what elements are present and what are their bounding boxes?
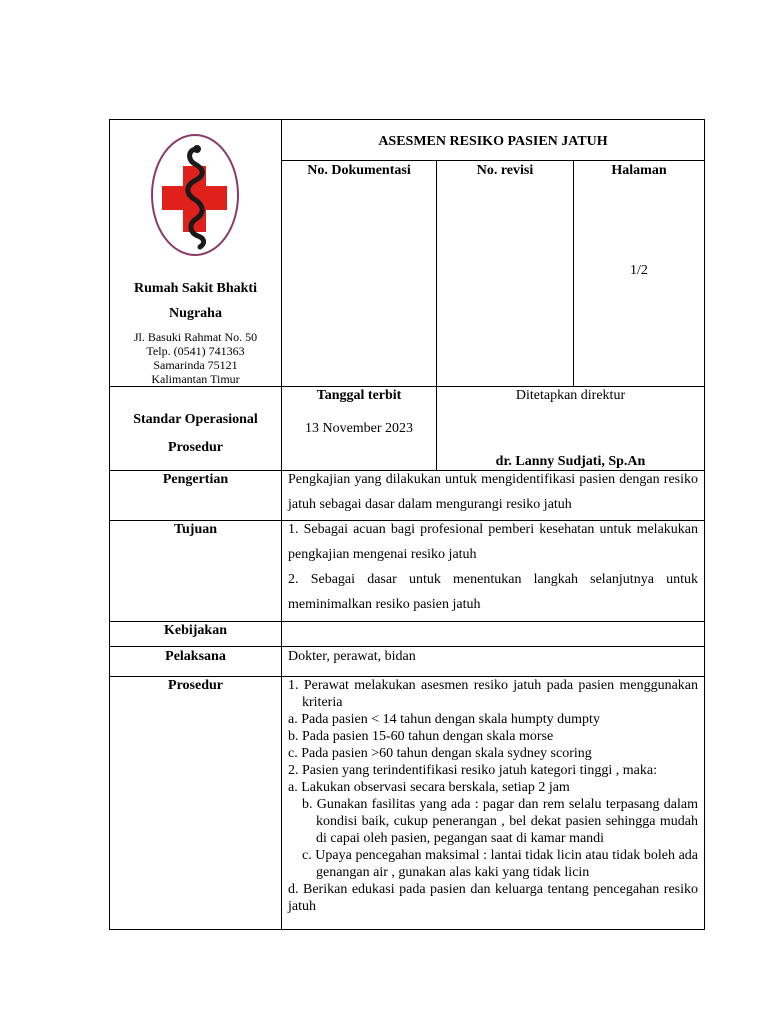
- pelaksana-label: Pelaksana: [165, 649, 226, 664]
- list-item: 2. Sebagai dasar untuk menentukan langkah selanjutnya untuk meminimalkan resiko pasien jatuh: [288, 572, 698, 612]
- list-item: b. Gunakan fasilitas yang ada : pagar dan rem selalu terpasang dalam kondisi baik, cukup penerangan , bel dekat pasien sehingga mudah di capai oleh pasien, pegangan saat di kamar mandi: [302, 797, 698, 846]
- prosedur-label: Prosedur: [168, 678, 223, 693]
- list-item: d. Berikan edukasi pada pasien dan keluarga tentang pencegahan resiko jatuh: [288, 882, 698, 914]
- list-item: c. Upaya pencegahan maksimal : lantai tidak licin atau tidak boleh ada genangan air , gunakan alas kaki yang tidak licin: [302, 848, 698, 880]
- tanggal-terbit-value: 13 November 2023: [304, 421, 414, 436]
- list-item: b. Pada pasien 15-60 tahun dengan skala morse: [288, 729, 554, 744]
- pelaksana-text: Dokter, perawat, bidan: [288, 649, 416, 664]
- tanggal-terbit-label: Tanggal terbit: [316, 388, 402, 403]
- document-title: ASESMEN RESIKO PASIEN JATUH: [378, 134, 608, 149]
- hospital-address: Jl. Basuki Rahmat No. 50 Telp. (0541) 741363 Samarinda 75121 Kalimantan Timur: [133, 330, 258, 386]
- direktur-name: dr. Lanny Sudjati, Sp.An: [495, 454, 646, 469]
- list-item: a. Lakukan observasi secara berskala, setiap 2 jam: [288, 780, 570, 795]
- tujuan-label: Tujuan: [173, 522, 218, 537]
- red-cross-serpent-icon: [150, 133, 240, 257]
- halaman-header: Halaman: [611, 163, 667, 178]
- hospital-logo: [150, 133, 240, 257]
- list-item: a. Pada pasien < 14 tahun dengan skala humpty dumpty: [288, 712, 600, 727]
- list-item: 2. Pasien yang terindentifikasi resiko jatuh kategori tinggi , maka:: [288, 763, 657, 778]
- halaman-value: 1/2: [630, 263, 648, 278]
- sop-label: Standar Operasional Prosedur: [133, 412, 258, 455]
- prosedur-list: [288, 677, 698, 915]
- list-item: 1. Sebagai acuan bagi profesional pemberi kesehatan untuk melakukan pengkajian mengenai resiko jatuh: [288, 522, 698, 562]
- ditetapkan-label: Ditetapkan direktur: [515, 388, 626, 403]
- no-dokumentasi-header: No. Dokumentasi: [307, 163, 411, 178]
- pengertian-label: Pengertian: [162, 472, 229, 487]
- list-item: 1. Perawat melakukan asesmen resiko jatuh pada pasien menggunakan kriteria: [288, 678, 698, 710]
- no-revisi-header: No. revisi: [476, 163, 534, 178]
- pengertian-text: Pengkajian yang dilakukan untuk mengidentifikasi pasien dengan resiko jatuh sebagai dasar dalam mengurangi resiko jatuh: [288, 472, 698, 512]
- kebijakan-label: Kebijakan: [163, 623, 227, 638]
- hospital-name: Rumah Sakit Bhakti Nugraha: [134, 281, 257, 321]
- list-item: c. Pada pasien >60 tahun dengan skala sydney scoring: [288, 746, 592, 761]
- tujuan-list: [288, 517, 698, 617]
